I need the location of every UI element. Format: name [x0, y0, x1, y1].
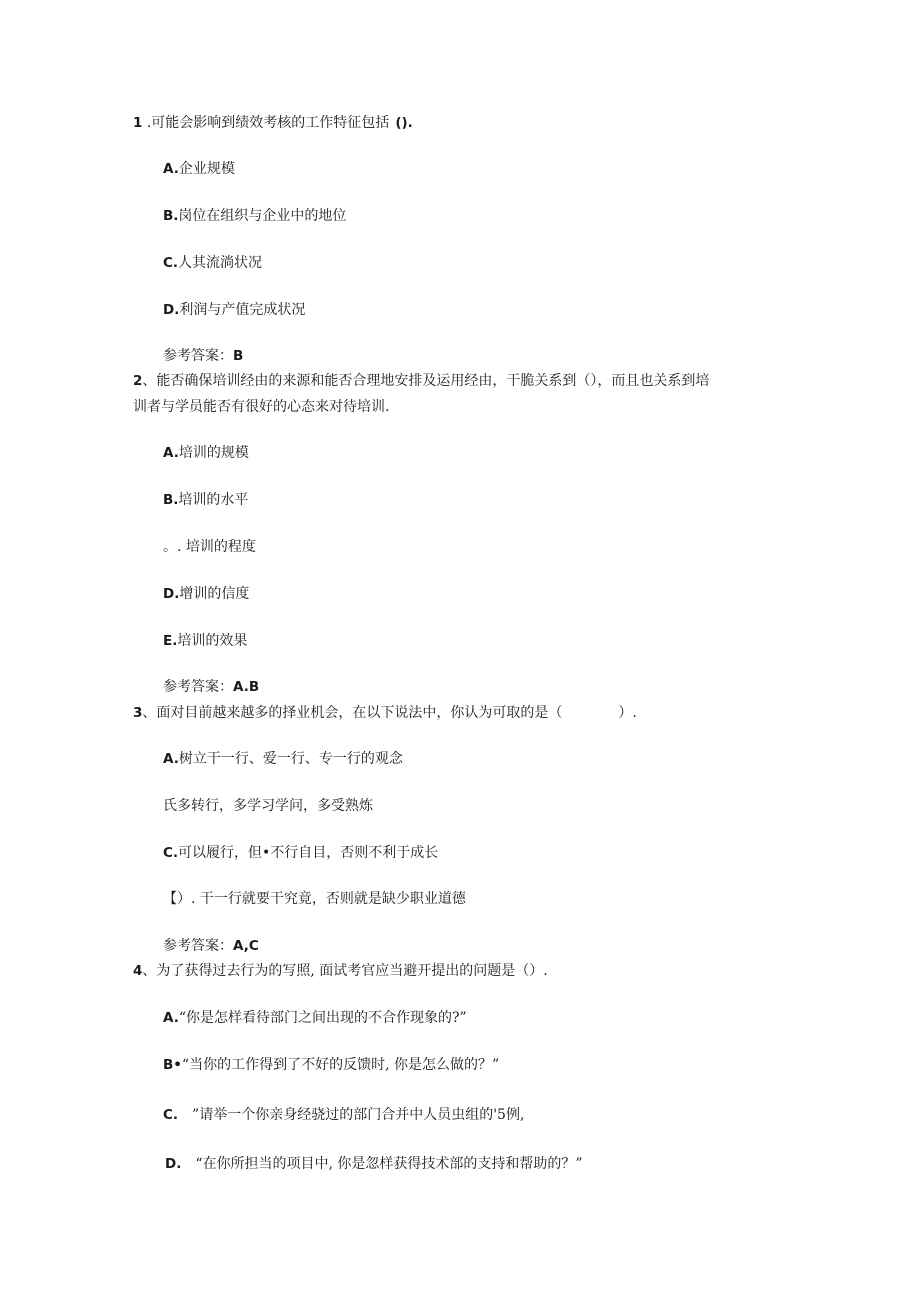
option-text: ”请举一个你亲身经骁过的部门合并中人员虫组的'5例, — [178, 1107, 525, 1123]
option-text: 企业规模 — [178, 161, 235, 177]
option-d — [163, 301, 305, 319]
question-2-stem-continued — [133, 398, 389, 416]
option-letter: A. — [163, 445, 179, 461]
answer-value: B — [233, 348, 244, 364]
option-letter: D. — [163, 586, 180, 602]
option-letter: C. — [163, 1107, 179, 1123]
option-a — [163, 444, 249, 462]
option-b — [163, 207, 346, 225]
answer-line — [163, 347, 243, 365]
option-c — [163, 844, 438, 862]
answer-line — [163, 937, 259, 955]
question-number: 2 — [133, 373, 143, 389]
question-number: 4 — [133, 963, 143, 979]
option-letter: A. — [163, 161, 179, 177]
option-letter: D. — [163, 302, 180, 318]
answer-label: 参考答案： — [163, 348, 233, 364]
answer-label: 参考答案： — [163, 938, 233, 954]
option-e — [163, 632, 247, 650]
question-blank: (). — [395, 115, 413, 131]
option-letter: C. — [163, 845, 179, 861]
option-letter: C. — [163, 255, 179, 271]
option-letter: B• — [163, 1057, 182, 1073]
option-d — [163, 585, 249, 603]
option-a — [163, 1009, 467, 1027]
option-letter: A. — [163, 1010, 179, 1026]
option-c — [163, 1106, 524, 1124]
option-d — [163, 890, 466, 908]
option-text: “当你的工作得到了不好的反馈时, 你是怎么做的？” — [181, 1057, 500, 1073]
option-text: “在你所担当的项目中, 你是忽样获得技术部的支持和帮助的？” — [181, 1156, 583, 1172]
question-3-stem — [133, 704, 637, 722]
option-b — [163, 797, 373, 815]
option-b — [163, 491, 248, 509]
option-text: 。. 培训的程度 — [163, 539, 256, 555]
question-text: .可能会影响到绩效考核的工作特征包括 — [142, 115, 390, 131]
option-letter: D. — [165, 1156, 182, 1172]
question-4-stem — [133, 962, 548, 980]
option-d — [165, 1155, 583, 1173]
answer-line — [163, 678, 259, 696]
option-text: 培训的水平 — [178, 492, 249, 508]
option-a — [163, 750, 403, 768]
question-2-stem — [133, 372, 709, 390]
question-text: 、为了获得过去行为的写照, 面试考官应当避开提出的问题是（）. — [142, 963, 548, 979]
answer-label: 参考答案： — [163, 679, 233, 695]
question-text: 、能否确保培训经由的来源和能否合理地安排及运用经由，干脆关系到（），而且也关系到培 — [142, 373, 710, 389]
option-text: 树立干一行、爱一行、专一行的观念 — [178, 751, 403, 767]
option-b — [163, 1056, 499, 1074]
option-letter: A. — [163, 751, 179, 767]
option-c — [163, 254, 262, 272]
option-text: “你是怎样看待部门之间出现的不合作现象的?” — [178, 1010, 467, 1026]
question-number: 3 — [133, 705, 143, 721]
option-text: 人其流淌状况 — [178, 255, 263, 271]
option-text: 培训的规模 — [178, 445, 249, 461]
option-a — [163, 160, 235, 178]
answer-value: A.B — [233, 679, 260, 695]
option-letter: B. — [163, 492, 179, 508]
option-letter: B. — [163, 208, 179, 224]
option-text: 增训的信度 — [179, 586, 250, 602]
option-text: 氏多转行，多学习学问，多受熟炼 — [163, 798, 373, 814]
question-1-stem — [133, 114, 413, 132]
option-text: 【）. 干一行就要干究竟，否则就是缺少职业道德 — [163, 891, 466, 907]
option-text: 利润与产值完成状况 — [179, 302, 306, 318]
question-text: 训者与学员能否有很好的心态来对待培训. — [133, 399, 390, 415]
option-letter: E. — [163, 633, 178, 649]
question-number: 1 — [133, 115, 143, 131]
question-text: 、面对目前越来越多的择业机会，在以下说法中，你认为可取的是（ ）. — [142, 705, 637, 721]
option-text: 岗位在组织与企业中的地位 — [178, 208, 347, 224]
option-c — [163, 538, 256, 556]
answer-value: A,C — [233, 938, 259, 954]
option-text: 可以履行，但•不行自目，否则不利于成长 — [178, 845, 439, 861]
option-text: 培训的效果 — [177, 633, 248, 649]
